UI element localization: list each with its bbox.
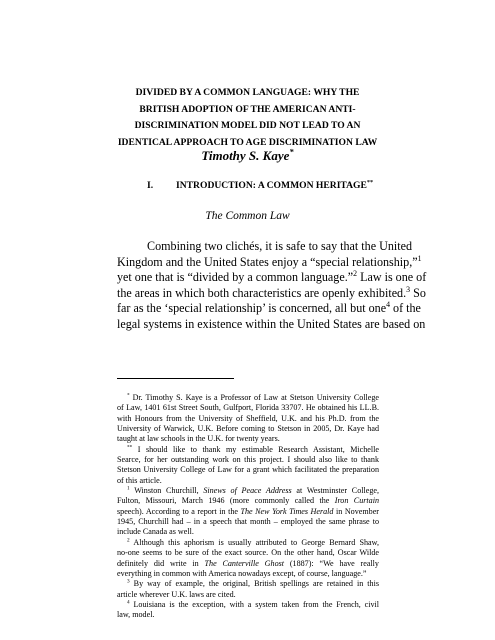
title-line: IDENTICAL APPROACH TO AGE DISCRIMINATION LAW [117, 136, 378, 148]
footnote-line [117, 559, 379, 569]
footnote-line: Stetson University College of Law for a grant which facilitated the preparation [117, 465, 379, 475]
footnote-line: taught at law schools in the U.K. for twenty years. [117, 434, 280, 444]
section-title: INTRODUCTION: A COMMON HERITAGE [176, 180, 367, 191]
footnote-text: By way of example, the original, British spellings are retained in this [133, 579, 380, 589]
footnote-line: article wherever U.K. laws are cited. [117, 589, 236, 599]
footnote-text: definitely did write in [117, 558, 205, 568]
footnote-line [117, 486, 379, 496]
footnote-line: with Honours from the University of Sheffield, U.K. and his Ph.D. from the [117, 413, 379, 423]
footnote-italic: Sinews of Peace Address [203, 486, 292, 496]
author-name: Timothy S. Kaye [201, 148, 290, 163]
author-byline [0, 148, 495, 164]
title-line: DIVIDED BY A COMMON LANGUAGE: WHY THE [135, 87, 360, 98]
footnote-line: 1945, Churchill had – in a speech that month – employed the same phrase to [117, 517, 379, 527]
footnote-text: Winston Churchill, [134, 486, 204, 496]
body-line [117, 253, 422, 271]
subheading: The Common Law [205, 210, 290, 222]
footnote-text: Louisiana is the exception, with a system taken from the French, civil [133, 599, 379, 609]
body-line: Combining two clichés, it is safe to say that the United [147, 239, 413, 253]
footnote-ref: 4 [386, 300, 391, 310]
footnote-italic: Iron Curtain [334, 496, 379, 506]
footnote-mark: ** [127, 444, 133, 451]
footnote-text: Although this aphorism is usually attributed to George Bernard Shaw, [133, 537, 379, 547]
footnote-mark: 1 [127, 485, 130, 492]
footnote-mark: 4 [127, 599, 130, 606]
footnote-line: Searce, for her outstanding work on this project. I should also like to thank [117, 455, 379, 465]
body-paragraph [117, 239, 427, 333]
footnote-line [117, 579, 379, 589]
body-line [117, 269, 427, 286]
body-text-run: the areas in which both characteristics are openly exhibited. [117, 285, 407, 300]
footnote-mark: * [127, 392, 130, 399]
footnote-line: include Canada as well. [117, 527, 194, 537]
footnote-line [117, 600, 379, 610]
footnote-line: law, model. [117, 610, 155, 620]
footnote-line: of Law, 1401 61st Street South, Gulfport, Florida 33707. He obtained his LL.B. [117, 403, 379, 413]
footnote-line [117, 393, 379, 403]
body-text-run: yet one that is “divided by a common language.” [117, 270, 354, 285]
body-line [117, 284, 426, 302]
footnote-mark: 2 [127, 537, 130, 544]
body-text-run: Kingdom and the United States enjoy a “special relationship,” [117, 254, 418, 269]
footnote-text: Fulton, Missouri, March 1946 (more commonly called the [117, 496, 335, 506]
body-text-run: So [410, 285, 426, 300]
section-footnote-mark: ** [366, 178, 374, 186]
body-text-run: Law is one of [357, 270, 427, 285]
footnote-text: (1887): “We have really [284, 558, 379, 568]
footnote-ref: 1 [417, 253, 422, 263]
footnote-text: I should like to thank my estimable Research Assistant, Michelle [137, 444, 379, 454]
title-line: BRITISH ADOPTION OF THE AMERICAN ANTI- [139, 103, 356, 115]
body-line: legal systems in existence within the United States are based on [117, 316, 426, 331]
section-number: I. [147, 180, 154, 191]
footnote-line: everything in common with America nowadays except, of course, language.” [117, 568, 367, 578]
article-title [90, 85, 405, 151]
footnote-text: at Westminster College, [291, 486, 379, 496]
body-text-run: of the [390, 301, 421, 316]
footnote-mark: 3 [127, 578, 130, 585]
footnote-text: in November [333, 506, 379, 516]
footnote-separator [117, 378, 234, 379]
title-line: DISCRIMINATION MODEL DID NOT LEAD TO AN [134, 120, 361, 131]
footnote-line: of this article. [117, 475, 162, 485]
footnote-text: speech). According to a report in the [117, 506, 241, 516]
footnote-line: no-one seems to be sure of the exact source. On the other hand, Oscar Wilde [117, 548, 379, 558]
body-line [117, 300, 421, 317]
footnotes [117, 393, 379, 621]
footnote-line [117, 507, 379, 517]
footnote-ref: 3 [406, 284, 411, 294]
footnote-ref: 2 [353, 269, 358, 279]
author-footnote-mark: * [289, 146, 294, 157]
footnote-italic: The Canterville Ghost [204, 558, 285, 568]
footnote-line [117, 445, 379, 455]
section-heading [0, 180, 495, 194]
footnote-line [117, 538, 379, 548]
section-title-wrap [176, 180, 373, 191]
footnote-line [117, 496, 379, 506]
footnote-line: University of Warwick, U.K. Before coming to Stetson in 2005, Dr. Kaye had [117, 424, 379, 434]
footnote-italic: The New York Times Herald [240, 506, 334, 516]
body-text-run: far as the ‘special relationship’ is concerned, all but one [117, 301, 387, 316]
footnote-text: Dr. Timothy S. Kaye is a Professor of Law at Stetson University College [132, 393, 379, 402]
